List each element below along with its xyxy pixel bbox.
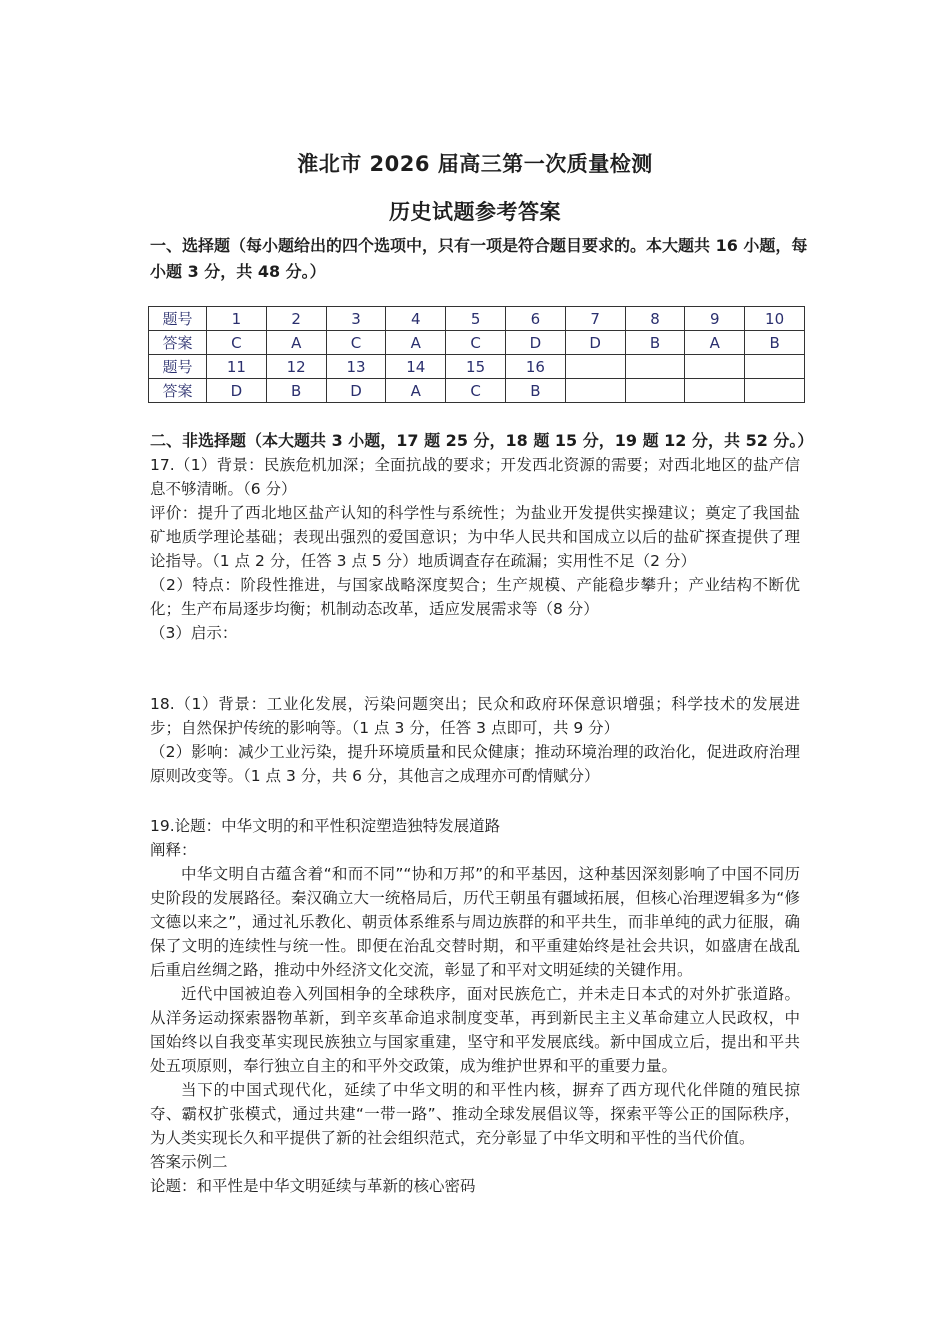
section1-heading: 一、选择题（每小题给出的四个选项中，只有一项是符合题目要求的。本大题共 16 小题，每小题 3 分，共 48 分。） <box>150 236 808 281</box>
question-number-cell: 7 <box>565 307 625 331</box>
question-number-cell: 4 <box>386 307 446 331</box>
q19-explain-label: 阐释： <box>150 841 197 859</box>
question-number-cell: 15 <box>446 355 506 379</box>
question-number-cell: 12 <box>266 355 326 379</box>
q18-answer <box>150 692 800 788</box>
question-number-cell: 13 <box>326 355 386 379</box>
answer-cell: D <box>326 379 386 403</box>
doc-title: 淮北市 2026 届高三第一次质量检测 <box>297 152 653 176</box>
answer-cell <box>745 379 805 403</box>
answer-cell <box>685 379 745 403</box>
answer-cell: D <box>207 379 267 403</box>
question-number-cell: 5 <box>446 307 506 331</box>
q19-example2-label: 答案示例二 <box>150 1153 228 1171</box>
question-number-cell: 6 <box>505 307 565 331</box>
question-number-cell <box>685 355 745 379</box>
answer-cell <box>625 379 685 403</box>
question-number-cell: 9 <box>685 307 745 331</box>
answer-cell: A <box>386 379 446 403</box>
question-number-cell: 16 <box>505 355 565 379</box>
question-number-cell: 14 <box>386 355 446 379</box>
question-number-cell <box>565 355 625 379</box>
q19-thesis: 19.论题：中华文明的和平性积淀塑造独特发展道路 <box>150 817 501 835</box>
q19-paragraph-3: 当下的中国式现代化，延续了中华文明的和平性内核，摒弃了西方现代化伴随的殖民掠夺、霸权扩张模式，通过共建“一带一路”、推动全球发展倡议等，探索平等公正的国际秩序，为人类实现长久和平提供了新的社会组织范式，充分彰显了中华文明和平性的当代价值。 <box>150 1081 800 1147</box>
q17-insight: （3）启示： <box>150 624 238 642</box>
q17-features: （2）特点：阶段性推进，与国家战略深度契合；生产规模、产能稳步攀升；产业结构不断优化；生产布局逐步均衡；机制动态改革，适应发展需求等（8 分） <box>150 576 800 618</box>
answer-table <box>148 306 805 403</box>
answer-cell: A <box>266 331 326 355</box>
q19-paragraph-2: 近代中国被迫卷入列国相争的全球秩序，面对民族危亡，并未走日本式的对外扩张道路。从洋务运动探索器物革新，到辛亥革命追求制度变革，再到新民主主义革命建立人民政权，中国始终以自我变革实现民族独立与国家重建，坚守和平发展底线。新中国成立后，提出和平共处五项原则，奉行独立自主的和平外交政策，成为维护世界和平的重要力量。 <box>150 985 800 1075</box>
table-row <box>149 379 805 403</box>
table-row <box>149 355 805 379</box>
q19-paragraph-1: 中华文明自古蕴含着“和而不同”“协和万邦”的和平基因，这种基因深刻影响了中国不同历史阶段的发展路径。秦汉确立大一统格局后，历代王朝虽有疆域拓展，但核心治理逻辑多为“修文德以来之”，通过礼乐教化、朝贡体系维系与周边族群的和平共生，而非单纯的武力征服，确保了文明的连续性与统一性。即便在治乱交替时期，和平重建始终是社会共识，如盛唐在战乱后重启丝绸之路，推动中外经济文化交流，彰显了和平对文明延续的关键作用。 <box>150 865 800 979</box>
answer-cell: A <box>685 331 745 355</box>
table-row-label: 题号 <box>149 355 207 379</box>
table-row <box>149 331 805 355</box>
answer-cell: C <box>446 379 506 403</box>
q17-evaluation: 评价：提升了西北地区盐产认知的科学性与系统性；为盐业开发提供实操建议；奠定了我国盐矿地质学理论基础；表现出强烈的爱国意识；为中华人民共和国成立以后的盐矿探查提供了理论指导。（1 点 2 分，任答 3 点 5 分）地质调查存在疏漏；实用性不足（2 分） <box>150 504 800 570</box>
answer-cell: B <box>625 331 685 355</box>
table-row-label: 题号 <box>149 307 207 331</box>
question-number-cell <box>745 355 805 379</box>
answer-cell: A <box>386 331 446 355</box>
question-number-cell: 3 <box>326 307 386 331</box>
q19-thesis-2: 论题：和平性是中华文明延续与革新的核心密码 <box>150 1177 476 1195</box>
q17-answer <box>150 453 800 645</box>
q18-impact: （2）影响：减少工业污染，提升环境质量和民众健康；推动环境治理的政治化，促进政府治理原则改变等。（1 点 3 分，共 6 分，其他言之成理亦可酌情赋分） <box>150 743 800 785</box>
answer-cell <box>565 379 625 403</box>
question-number-cell <box>625 355 685 379</box>
table-row-label: 答案 <box>149 331 207 355</box>
section2-heading: 二、非选择题（本大题共 3 小题，17 题 25 分，18 题 15 分，19 题 12 分，共 52 分。） <box>150 431 814 450</box>
question-number-cell: 2 <box>266 307 326 331</box>
question-number-cell: 1 <box>207 307 267 331</box>
q17-background: 17.（1）背景：民族危机加深；全面抗战的要求；开发西北资源的需要；对西北地区的盐产信息不够清晰。（6 分） <box>150 456 800 498</box>
answer-cell: C <box>446 331 506 355</box>
question-number-cell: 10 <box>745 307 805 331</box>
answer-cell: B <box>745 331 805 355</box>
question-number-cell: 11 <box>207 355 267 379</box>
table-row <box>149 307 805 331</box>
answer-cell: C <box>326 331 386 355</box>
answer-cell: B <box>266 379 326 403</box>
question-number-cell: 8 <box>625 307 685 331</box>
answer-cell: D <box>505 331 565 355</box>
answer-cell: B <box>505 379 565 403</box>
answer-cell: D <box>565 331 625 355</box>
answer-cell: C <box>207 331 267 355</box>
table-row-label: 答案 <box>149 379 207 403</box>
q19-answer <box>150 814 800 1198</box>
q18-background: 18.（1）背景：工业化发展，污染问题突出；民众和政府环保意识增强；科学技术的发展进步；自然保护传统的影响等。（1 点 3 分，任答 3 点即可，共 9 分） <box>150 695 800 737</box>
doc-subtitle: 历史试题参考答案 <box>389 200 561 224</box>
